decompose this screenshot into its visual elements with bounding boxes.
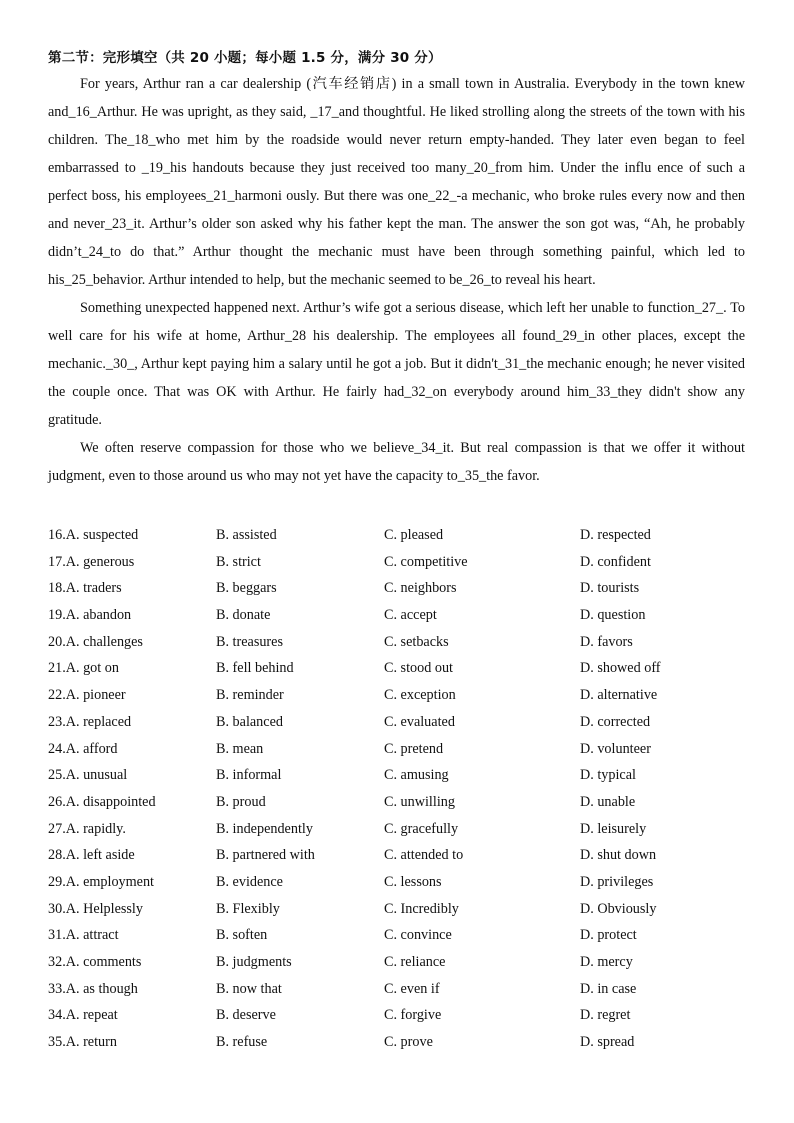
option-c: C. forgive [384,1007,442,1024]
option-d: D. spread [580,1034,635,1051]
cloze-passage [48,70,745,490]
option-d: D. in case [580,980,637,997]
passage-paragraph-3: We often reserve compassion for those who we believe_34_it. But real compassion is that we offer it without judgment, even to those around us who may not yet have the capacity to_35_the favor. [48,440,745,484]
option-a: 21.A. got on [48,660,119,677]
option-d: D. Obviously [580,900,657,917]
option-a: 30.A. Helplessly [48,900,143,917]
option-d: D. showed off [580,660,661,677]
option-c: C. lessons [384,873,442,890]
option-b: B. assisted [216,527,277,543]
option-row [48,575,745,602]
option-row [48,789,745,816]
option-c: C. Incredibly [384,900,459,917]
option-row [48,949,745,976]
option-c: C. competitive [384,553,468,570]
option-row [48,976,745,1003]
option-d: D. mercy [580,954,633,970]
option-row [48,522,745,549]
option-a: 27.A. rapidly. [48,820,126,837]
option-c: C. evaluated [384,713,455,730]
option-d: D. corrected [580,713,651,730]
option-b: B. fell behind [216,660,294,677]
option-row [48,655,745,682]
option-a: 25.A. unusual [48,767,128,784]
option-d: D. favors [580,633,633,650]
option-a: 24.A. afford [48,740,118,757]
option-row [48,602,745,629]
option-d: D. volunteer [580,740,651,757]
option-row [48,1002,745,1029]
option-row [48,869,745,896]
option-c: C. prove [384,1034,433,1051]
option-b: B. mean [216,740,264,757]
option-row [48,1029,745,1056]
option-d: D. question [580,607,646,624]
option-c: C. unwilling [384,793,455,810]
option-a: 22.A. pioneer [48,687,126,704]
option-c: C. setbacks [384,633,449,650]
option-d: D. respected [580,527,651,543]
option-c: C. convince [384,927,452,944]
option-d: D. unable [580,793,636,810]
option-c: C. neighbors [384,580,457,597]
option-d: D. confident [580,553,651,570]
option-row [48,762,745,789]
option-a: 31.A. attract [48,927,119,944]
option-b: B. refuse [216,1034,268,1051]
option-a: 16.A. suspected [48,527,139,543]
option-a: 34.A. repeat [48,1007,118,1024]
option-row [48,709,745,736]
option-a: 18.A. traders [48,580,122,597]
option-c: C. stood out [384,660,453,677]
option-c: C. pleased [384,527,444,543]
option-b: B. now that [216,980,282,997]
option-row [48,922,745,949]
option-c: C. reliance [384,954,446,970]
option-b: B. proud [216,793,266,810]
option-a: 35.A. return [48,1034,117,1051]
option-c: C. gracefully [384,820,459,837]
option-d: D. leisurely [580,820,647,837]
option-d: D. protect [580,927,637,944]
option-b: B. judgments [216,954,292,970]
section-heading: 第二节：完形填空（共 20 小题；每小题 1.5 分，满分 30 分） [48,50,442,66]
passage-paragraph-2: Something unexpected happened next. Arthur’s wife got a serious disease, which left her unable to function_27_. To well care for his wife at home, Arthur_28 his dealership. The employees all found_29_in other places, except the mechanic._30_, Arthur kept paying him a salary until he got a job. But it didn't_31_the mechanic enough; he never visited the couple once. That was OK with Arthur. He fairly had_32_on everybody around him_33_they didn't show any gratitude. [48,300,745,428]
option-c: C. pretend [384,740,444,757]
option-row [48,682,745,709]
option-row [48,549,745,576]
option-a: 20.A. challenges [48,633,143,650]
option-b: B. partnered with [216,847,315,864]
option-a: 33.A. as though [48,980,138,997]
option-a: 32.A. comments [48,954,142,970]
option-row [48,896,745,923]
option-b: B. informal [216,767,282,784]
option-b: B. evidence [216,873,283,890]
option-b: B. strict [216,553,261,570]
option-b: B. balanced [216,713,283,730]
option-c: C. amusing [384,767,449,784]
option-a: 29.A. employment [48,873,154,890]
option-d: D. typical [580,767,636,784]
option-c: C. attended to [384,847,464,864]
option-b: B. soften [216,927,268,944]
option-b: B. independently [216,820,313,837]
option-row [48,842,745,869]
option-b: B. Flexibly [216,900,280,917]
option-b: B. donate [216,607,271,624]
option-a: 23.A. replaced [48,713,132,730]
option-d: D. alternative [580,687,658,704]
option-b: B. beggars [216,580,277,597]
option-row [48,736,745,763]
answer-options [48,522,745,1056]
option-d: D. regret [580,1007,631,1024]
option-c: C. exception [384,687,456,704]
passage-paragraph-1: For years, Arthur ran a car dealership (汽车经销店) in a small town in Australia. Everybody in the town knew and_16_Arthur. He was upright, as they said, _17_and thoughtful. He liked strolling along the streets of the town with his children. The_18_who met him by the roadside would never return empty-handed. They later even began to feel embarrassed to _19_his handouts because they just received too many_20_from him. Under the influ ence of such a perfect boss, his employees_21_harmoni ously. But there was one_22_-a mechanic, who broke rules every now and then and never_23_it. Arthur’s older son asked why his father kept the man. The answer the son got was, “Ah, he probably didn’t_24_to do that.” Arthur thought the mechanic must have been through something painful, which led to his_25_behavior. Arthur intended to help, but the mechanic seemed to be_26_to reveal his heart. [48,76,745,288]
option-d: D. tourists [580,580,640,597]
option-a: 26.A. disappointed [48,793,156,810]
option-a: 17.A. generous [48,553,135,570]
option-b: B. deserve [216,1007,276,1024]
option-b: B. treasures [216,633,283,650]
option-d: D. privileges [580,873,654,890]
option-row [48,816,745,843]
option-c: C. even if [384,980,440,997]
option-d: D. shut down [580,847,657,864]
option-row [48,629,745,656]
option-c: C. accept [384,607,437,624]
option-a: 19.A. abandon [48,607,132,624]
option-a: 28.A. left aside [48,847,135,864]
option-b: B. reminder [216,687,284,704]
